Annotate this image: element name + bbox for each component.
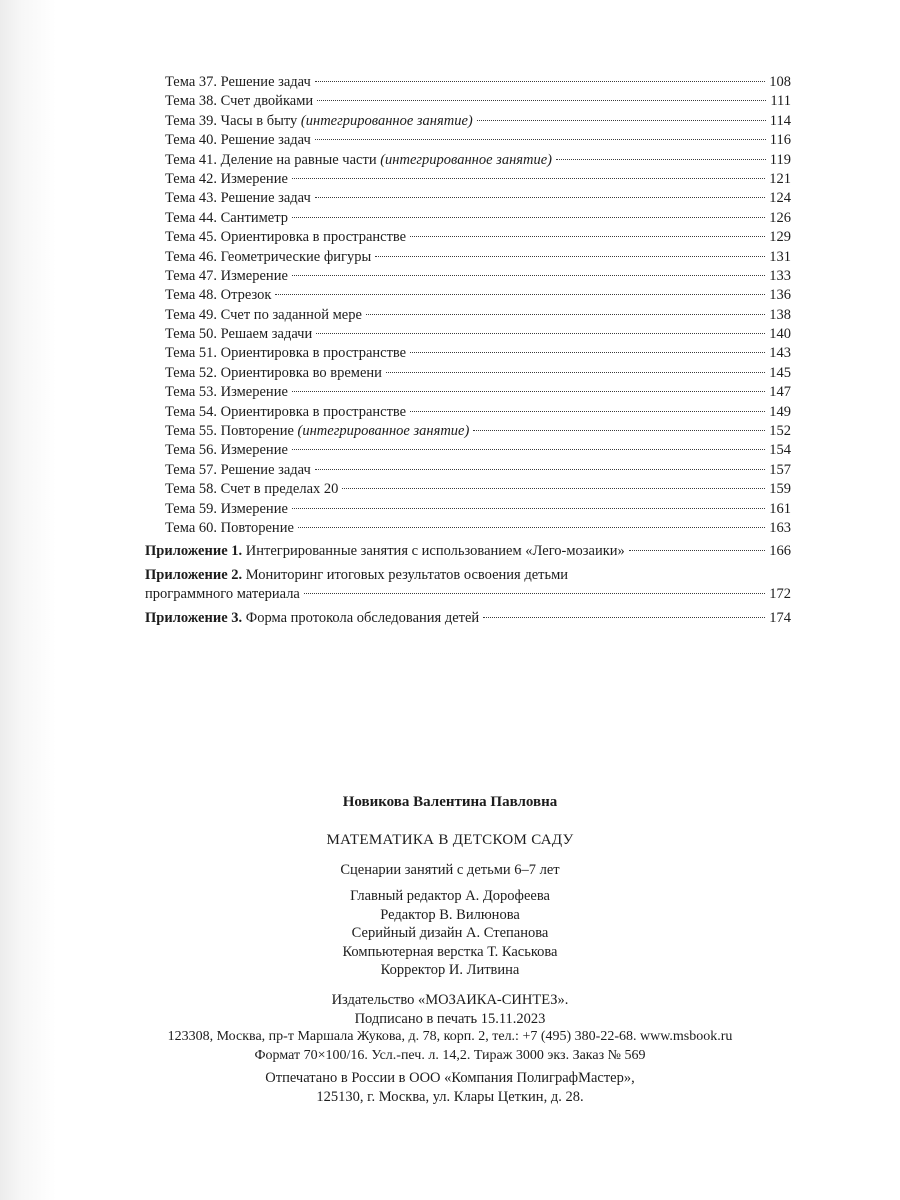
toc-entry-note: (интегрированное занятие)	[297, 423, 470, 440]
toc-page-number: 131	[769, 248, 791, 265]
toc-entry-title	[165, 228, 406, 247]
toc-entry-label: Тема 47.	[165, 267, 218, 284]
toc-entry-text: Измерение	[220, 442, 288, 459]
dot-leader	[292, 217, 765, 218]
toc-entry-label: Тема 55.	[165, 423, 218, 440]
toc-entry	[145, 306, 791, 325]
toc-entry	[145, 248, 791, 267]
toc-page-number: 133	[769, 267, 791, 284]
dot-leader	[386, 372, 765, 373]
toc-appendix-line	[145, 585, 791, 604]
toc-entry	[145, 500, 791, 519]
toc-entry-title	[165, 344, 406, 363]
toc-entry-text: Измерение	[220, 170, 288, 187]
toc-entry	[145, 364, 791, 383]
toc-appendix-entry	[145, 609, 791, 628]
toc-entry-text: Деление на равные части	[220, 151, 377, 168]
dot-leader	[483, 617, 765, 618]
dot-leader	[292, 391, 765, 392]
toc-appendix-line	[145, 542, 791, 561]
toc-page-number: 174	[769, 609, 791, 626]
toc-entry-label: Тема 43.	[165, 190, 218, 207]
toc-entry-title	[165, 248, 371, 267]
table-of-contents	[145, 73, 791, 628]
toc-entry-title	[165, 267, 288, 286]
dot-leader	[315, 197, 765, 198]
toc-entry-label: Тема 60.	[165, 519, 218, 536]
toc-page-number: 154	[769, 442, 791, 459]
toc-entry-label: Тема 50.	[165, 326, 218, 343]
toc-page-number: 108	[769, 74, 791, 90]
toc-page-number: 149	[769, 403, 791, 420]
toc-page-number: 136	[769, 287, 791, 304]
toc-entry-text: Часы в быту	[220, 112, 298, 129]
toc-entry-title	[165, 131, 311, 150]
toc-entry	[145, 441, 791, 460]
toc-entry-title	[165, 112, 473, 131]
toc-entry-label: Тема 52.	[165, 364, 218, 381]
toc-entry	[145, 170, 791, 189]
staff-line: Корректор И. Литвина	[380, 962, 520, 978]
toc-page-number: 140	[769, 326, 791, 343]
toc-entry	[145, 131, 791, 150]
toc-page-number: 119	[769, 151, 791, 168]
toc-entry-label: Тема 58.	[165, 481, 218, 498]
toc-entry-label: Тема 46.	[165, 248, 218, 265]
toc-entry	[145, 344, 791, 363]
staff-line: Серийный дизайн А. Степанова	[351, 925, 549, 941]
toc-entry-title	[165, 92, 313, 111]
toc-entry-text: Решение задач	[220, 74, 311, 90]
dot-leader	[317, 100, 766, 101]
toc-page-number: 138	[769, 306, 791, 323]
staff-line: Главный редактор А. Дорофеева	[350, 888, 550, 904]
toc-page-number: 152	[769, 423, 791, 440]
toc-topics-list	[145, 73, 791, 538]
author-name: Новикова Валентина Павловна	[342, 794, 558, 810]
dot-leader	[366, 314, 765, 315]
toc-page-number: 145	[769, 364, 791, 381]
toc-entry	[145, 286, 791, 305]
toc-page-number: 161	[769, 500, 791, 517]
toc-entry	[145, 151, 791, 170]
toc-entry-text: Повторение	[220, 423, 294, 440]
toc-page-number: 121	[769, 170, 791, 187]
toc-entry-label: Тема 59.	[165, 500, 218, 517]
toc-entry-title	[165, 403, 406, 422]
toc-entry-note: (интегрированное занятие)	[300, 112, 473, 129]
toc-entry-title	[165, 364, 382, 383]
toc-entry-title	[165, 422, 469, 441]
publisher-line: Формат 70×100/16. Усл.-печ. л. 14,2. Тираж 3000 экз. Заказ № 569	[254, 1047, 646, 1063]
toc-appendix-title	[145, 542, 625, 561]
dot-leader	[292, 178, 765, 179]
toc-entry-title	[165, 441, 288, 460]
toc-entry	[145, 480, 791, 499]
toc-entry	[145, 461, 791, 480]
toc-appendix-text: программного материала	[145, 586, 300, 603]
publisher-line: Подписано в печать 15.11.2023	[354, 1010, 546, 1027]
book-subtitle: Сценарии занятий с детьми 6–7 лет	[340, 862, 560, 878]
toc-entry	[145, 112, 791, 131]
toc-entry-label: Тема 39.	[165, 112, 218, 129]
toc-entry-label: Тема 38.	[165, 93, 218, 110]
publisher-info	[0, 991, 900, 1065]
toc-page-number: 114	[769, 112, 791, 129]
toc-entry-label: Тема 57.	[165, 461, 218, 478]
toc-page-number: 159	[769, 481, 791, 498]
toc-appendix-title	[145, 609, 479, 628]
toc-entry-title	[165, 209, 288, 228]
dot-leader	[315, 469, 765, 470]
toc-entry-text: Ориентировка во времени	[220, 364, 382, 381]
toc-page-number: 143	[769, 345, 791, 362]
toc-entry	[145, 403, 791, 422]
toc-entry-label: Тема 51.	[165, 345, 218, 362]
toc-entry-label: Тема 44.	[165, 209, 218, 226]
toc-entry	[145, 189, 791, 208]
toc-entry-title	[165, 286, 271, 305]
toc-entry-title	[165, 170, 288, 189]
toc-entry-title	[165, 306, 362, 325]
toc-entry-title	[165, 73, 311, 92]
dot-leader	[298, 527, 765, 528]
toc-entry-text: Ориентировка в пространстве	[220, 403, 407, 420]
publisher-line: 123308, Москва, пр-т Маршала Жукова, д. 78, корп. 2, тел.: +7 (495) 380-22-68. www.msbook.ru	[167, 1029, 733, 1044]
toc-entry-label: Тема 45.	[165, 229, 218, 246]
dot-leader	[292, 275, 765, 276]
toc-entry-text: Измерение	[220, 384, 288, 401]
toc-entry	[145, 73, 791, 92]
dot-leader	[275, 294, 765, 295]
toc-page-number: 157	[769, 461, 791, 478]
toc-entry-title	[165, 151, 552, 170]
toc-page-number: 126	[769, 209, 791, 226]
toc-appendix-text: Мониторинг итоговых результатов освоения детьми	[245, 566, 569, 583]
toc-entry	[145, 267, 791, 286]
toc-page-number: 129	[769, 229, 791, 246]
toc-entry-label: Тема 53.	[165, 384, 218, 401]
toc-page-number: 163	[769, 519, 791, 536]
toc-entry-title	[165, 500, 288, 519]
toc-entry-label: Тема 40.	[165, 132, 218, 149]
toc-appendix-line	[145, 566, 791, 585]
toc-entry-text: Измерение	[220, 500, 288, 517]
toc-appendices-list	[145, 542, 791, 628]
toc-entry-title	[165, 383, 288, 402]
toc-appendix-text: Интегрированные занятия с использованием «Лего-мозаики»	[245, 543, 625, 560]
dot-leader	[477, 120, 766, 121]
toc-appendix-entry	[145, 566, 791, 605]
toc-entry	[145, 92, 791, 111]
toc-entry	[145, 228, 791, 247]
toc-entry-title	[165, 189, 311, 208]
toc-page-number: 116	[769, 132, 791, 149]
toc-appendix-label: Приложение 1.	[145, 543, 243, 560]
dot-leader	[473, 430, 765, 431]
dot-leader	[410, 352, 765, 353]
toc-entry-text: Решаем задачи	[220, 326, 313, 343]
toc-entry	[145, 325, 791, 344]
toc-entry-text: Решение задач	[220, 190, 311, 207]
toc-entry-label: Тема 42.	[165, 170, 218, 187]
toc-entry-text: Счет по заданной мере	[220, 306, 362, 323]
toc-page-number: 166	[769, 543, 791, 560]
printer-line: 125130, г. Москва, ул. Клары Цеткин, д. 28.	[316, 1088, 584, 1105]
toc-appendix-label: Приложение 3.	[145, 609, 243, 626]
toc-entry-text: Сантиметр	[220, 209, 288, 226]
toc-entry-text: Отрезок	[220, 287, 272, 304]
toc-entry-text: Решение задач	[220, 461, 311, 478]
staff-line: Компьютерная верстка Т. Каськова	[342, 943, 558, 960]
dot-leader	[315, 139, 766, 140]
toc-entry-text: Счет двойками	[220, 93, 314, 110]
toc-page-number: 124	[769, 190, 791, 207]
printer-info	[0, 1069, 900, 1106]
dot-leader	[316, 333, 765, 334]
toc-appendix-label: Приложение 2.	[145, 566, 243, 583]
toc-appendix-entry	[145, 542, 791, 561]
toc-entry	[145, 519, 791, 538]
toc-entry-label: Тема 54.	[165, 403, 218, 420]
dot-leader	[375, 256, 765, 257]
editorial-staff	[0, 887, 900, 980]
dot-leader	[556, 159, 766, 160]
toc-appendix-line	[145, 609, 791, 628]
toc-entry	[145, 383, 791, 402]
publisher-line: Издательство «МОЗАИКА-СИНТЕЗ».	[331, 992, 569, 1008]
dot-leader	[292, 508, 765, 509]
toc-entry	[145, 209, 791, 228]
toc-appendix-text: Форма протокола обследования детей	[245, 609, 480, 626]
toc-entry-note: (интегрированное занятие)	[380, 151, 553, 168]
toc-entry-label: Тема 56.	[165, 442, 218, 459]
dot-leader	[410, 411, 765, 412]
toc-entry-label: Тема 49.	[165, 306, 218, 323]
staff-line: Редактор В. Вилюнова	[380, 906, 520, 923]
toc-entry-label: Тема 37.	[165, 74, 218, 90]
toc-entry-text: Счет в пределах 20	[220, 481, 339, 498]
toc-entry-text: Ориентировка в пространстве	[220, 229, 407, 246]
toc-page-number: 147	[769, 384, 791, 401]
dot-leader	[342, 488, 765, 489]
toc-entry-title	[165, 480, 338, 499]
toc-entry-label: Тема 41.	[165, 151, 218, 168]
toc-entry	[145, 422, 791, 441]
toc-entry-title	[165, 461, 311, 480]
toc-entry-text: Ориентировка в пространстве	[220, 345, 407, 362]
toc-entry-title	[165, 325, 312, 344]
dot-leader	[304, 593, 765, 594]
toc-entry-text: Геометрические фигуры	[220, 248, 372, 265]
toc-entry-label: Тема 48.	[165, 287, 218, 304]
book-title: МАТЕМАТИКА В ДЕТСКОМ САДУ	[326, 832, 574, 848]
dot-leader	[315, 81, 765, 82]
toc-entry-text: Повторение	[220, 519, 294, 536]
toc-page-number: 111	[770, 93, 791, 110]
dot-leader	[410, 236, 765, 237]
toc-entry-text: Решение задач	[220, 132, 311, 149]
toc-page-number: 172	[769, 586, 791, 603]
dot-leader	[292, 449, 765, 450]
printer-line: Отпечатано в России в ООО «Компания ПолиграфМастер»,	[265, 1070, 635, 1086]
dot-leader	[629, 550, 765, 551]
toc-entry-text: Измерение	[220, 267, 288, 284]
toc-entry-title	[165, 519, 294, 538]
